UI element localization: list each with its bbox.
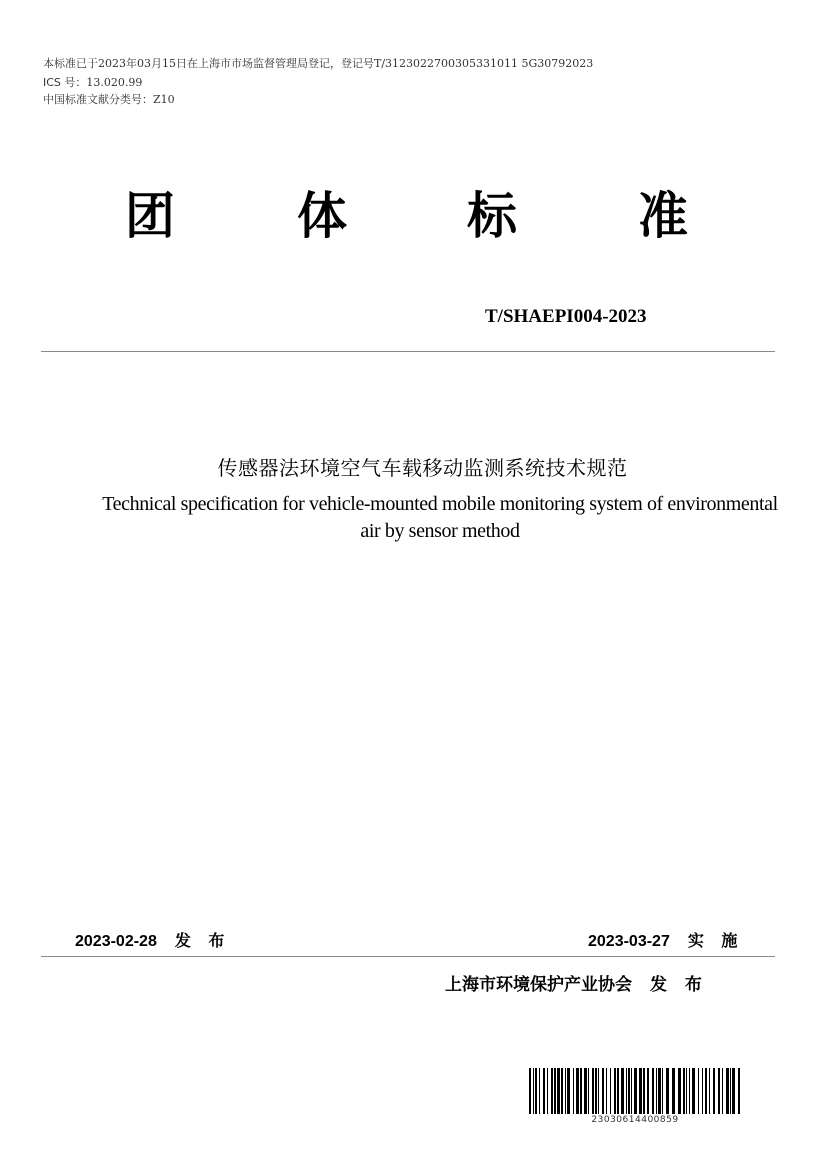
barcode-bar [662,1068,663,1114]
barcode-bar [606,1068,607,1114]
barcode-bar [698,1068,699,1114]
barcode-bar [643,1068,645,1114]
barcode-bar [692,1068,695,1114]
ics-code [43,74,142,90]
barcode-bar [628,1068,630,1114]
issuer-name: 上海市环境保护产业协会 [445,975,632,995]
barcode-bar [584,1068,587,1114]
implement-date: 2023-03-27 [588,933,670,950]
barcode-bar [702,1068,703,1114]
implement-date-line [588,928,743,951]
barcode-bar [614,1068,616,1114]
doc-type-char-1: 团 [125,187,175,245]
publish-date-line [75,928,230,951]
barcode-bar [647,1068,649,1114]
barcode [529,1068,741,1114]
barcode-bar [709,1068,710,1114]
issuer-line [445,970,708,995]
barcode-bar [738,1068,740,1114]
doc-type-char-3: 标 [467,187,517,245]
title-chinese: 传感器法环境空气车载移动监测系统技术规范 [217,456,628,480]
barcode-bar [617,1068,619,1114]
barcode-bar [621,1068,624,1114]
barcode-number: 23030614400859 [591,1115,679,1125]
standard-number: T/SHAEPI004-2023 [485,306,647,327]
barcode-bar [639,1068,642,1114]
barcode-bar [529,1068,531,1114]
barcode-bar [551,1068,553,1114]
top-divider [41,351,775,352]
barcode-bar [626,1068,627,1114]
barcode-bar [592,1068,594,1114]
barcode-bar [580,1068,582,1114]
barcode-bar [535,1068,537,1114]
barcode-bar [595,1068,597,1114]
publish-date: 2023-02-28 [75,933,157,950]
bottom-divider [41,956,775,957]
barcode-bar [602,1068,604,1114]
publish-label: 发 布 [174,931,231,950]
barcode-bar [588,1068,589,1114]
barcode-bar [705,1068,707,1114]
barcode-bar [713,1068,715,1114]
doc-type-char-2: 体 [297,187,347,245]
barcode-bar [554,1068,556,1114]
barcode-bar [557,1068,560,1114]
barcode-bar [672,1068,675,1114]
barcode-bar [678,1068,681,1114]
barcode-bar [561,1068,563,1114]
barcode-bar [666,1068,669,1114]
barcode-bar [683,1068,685,1114]
barcode-bar [576,1068,579,1114]
barcode-bar [652,1068,654,1114]
barcode-bar [598,1068,599,1114]
barcode-bar [547,1068,548,1114]
barcode-bar [686,1068,687,1114]
barcode-bar [658,1068,661,1114]
barcode-bar [730,1068,731,1114]
barcode-bar [533,1068,534,1114]
barcode-bar [567,1068,570,1114]
doc-type-char-4: 准 [638,187,688,245]
barcode-bar [718,1068,720,1114]
barcode-bar [656,1068,657,1114]
barcode-bar [732,1068,735,1114]
barcode-bar [565,1068,566,1114]
barcode-bar [539,1068,540,1114]
title-english: Technical specification for vehicle-mounted mobile monitoring system of environmental air by sensor method [102,493,778,542]
implement-label: 实 施 [687,931,744,950]
barcode-bar [543,1068,545,1114]
barcode-bar [722,1068,723,1114]
barcode-bar [573,1068,574,1114]
issuer-action: 发 布 [650,975,708,995]
barcode-bar [631,1068,632,1114]
barcode-bar [726,1068,729,1114]
barcode-bar [610,1068,611,1114]
barcode-bar [634,1068,637,1114]
ccs-code: 中国标准文献分类号：Z10 [43,93,175,106]
registration-notice: 本标准已于2023年03月15日在上海市市场监督管理局登记，登记号T/3123022700305331011 5G30792023 [43,57,594,70]
ics-label: ICS [43,76,61,89]
ics-value: 号：13.020.99 [64,76,143,89]
barcode-bar [689,1068,690,1114]
